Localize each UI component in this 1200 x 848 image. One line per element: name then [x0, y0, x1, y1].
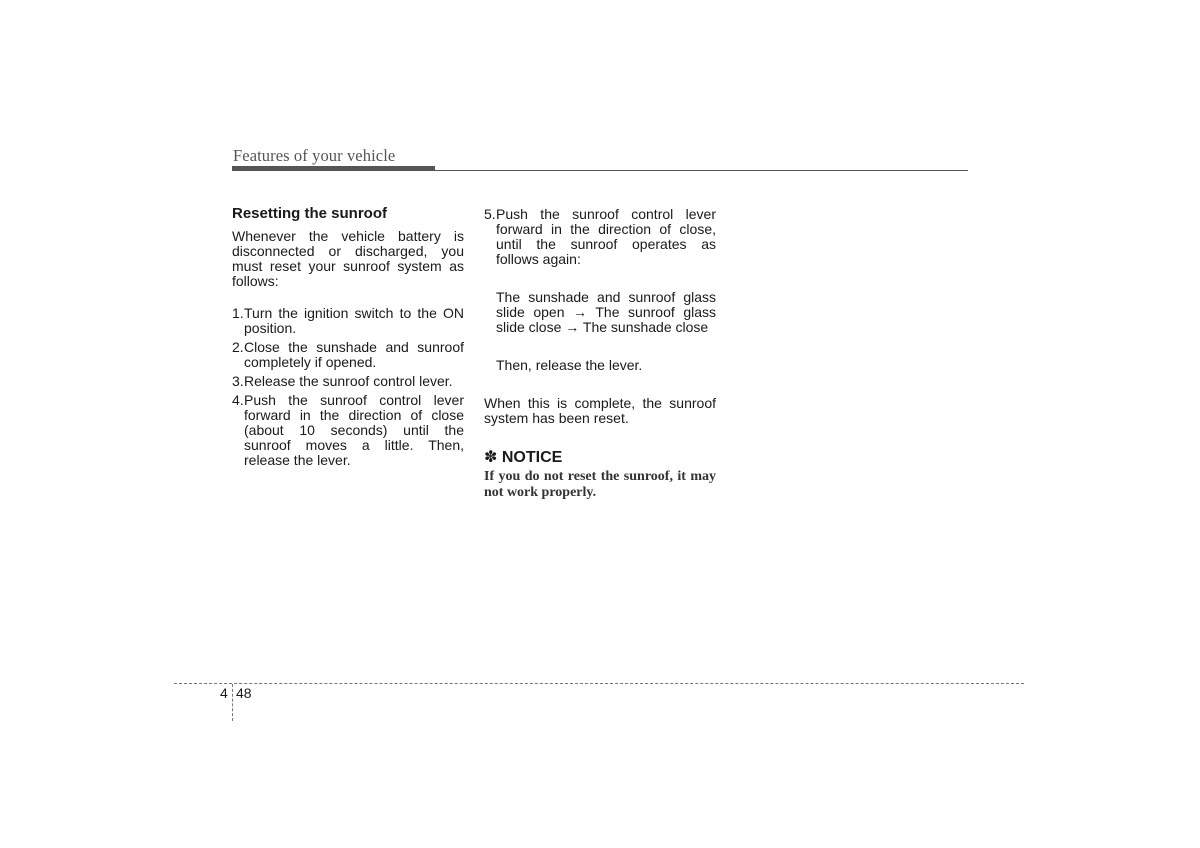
step-item-5 [484, 207, 716, 267]
right-column [484, 207, 716, 501]
step-number: 2. [232, 339, 244, 355]
step-number: 3. [232, 373, 244, 389]
chapter-number: 4 [220, 685, 228, 701]
header-rule-thin [435, 170, 968, 171]
intro-paragraph: Whenever the vehicle battery is disconnected or discharged, you must reset your sunroof system as follows: [232, 228, 464, 289]
steps-list [232, 306, 464, 468]
step-text: Push the sunroof control lever forward in the direction of close (about 10 seconds) until the sunroof moves a little. Then, release the lever. [244, 392, 464, 468]
step-text: Close the sunshade and sunroof completely if opened. [244, 339, 464, 370]
release-paragraph: Then, release the lever. [496, 357, 643, 373]
header-rule-thick [232, 166, 435, 171]
step-item-3 [232, 374, 464, 389]
notice-text: If you do not reset the sunroof, it may not work properly. [484, 469, 716, 500]
complete-paragraph: When this is complete, the sunroof system has been reset. [484, 395, 716, 426]
step-number: 5. [484, 206, 496, 222]
step-text: Push the sunroof control lever forward in the direction of close, until the sunroof operates as follows again: [496, 206, 716, 267]
footer-page-separator [232, 684, 233, 721]
step-item-4 [232, 393, 464, 468]
page-header-title: Features of your vehicle [233, 146, 396, 165]
step-text: Release the sunroof control lever. [244, 373, 453, 389]
left-column [232, 205, 464, 472]
step-item-1 [232, 306, 464, 336]
page-number: 48 [236, 685, 252, 701]
notice-title: ✽ NOTICE [484, 449, 563, 466]
step-number: 1. [232, 305, 244, 321]
step-text: Turn the ignition switch to the ON position. [244, 305, 464, 336]
step-number: 4. [232, 392, 244, 408]
step-item-2 [232, 340, 464, 370]
section-title: Resetting the sunroof [232, 205, 388, 222]
footer-divider [174, 683, 1024, 684]
sequence-paragraph: The sunshade and sunroof glass slide open → The sunroof glass slide close → The sunshade close [496, 289, 716, 335]
